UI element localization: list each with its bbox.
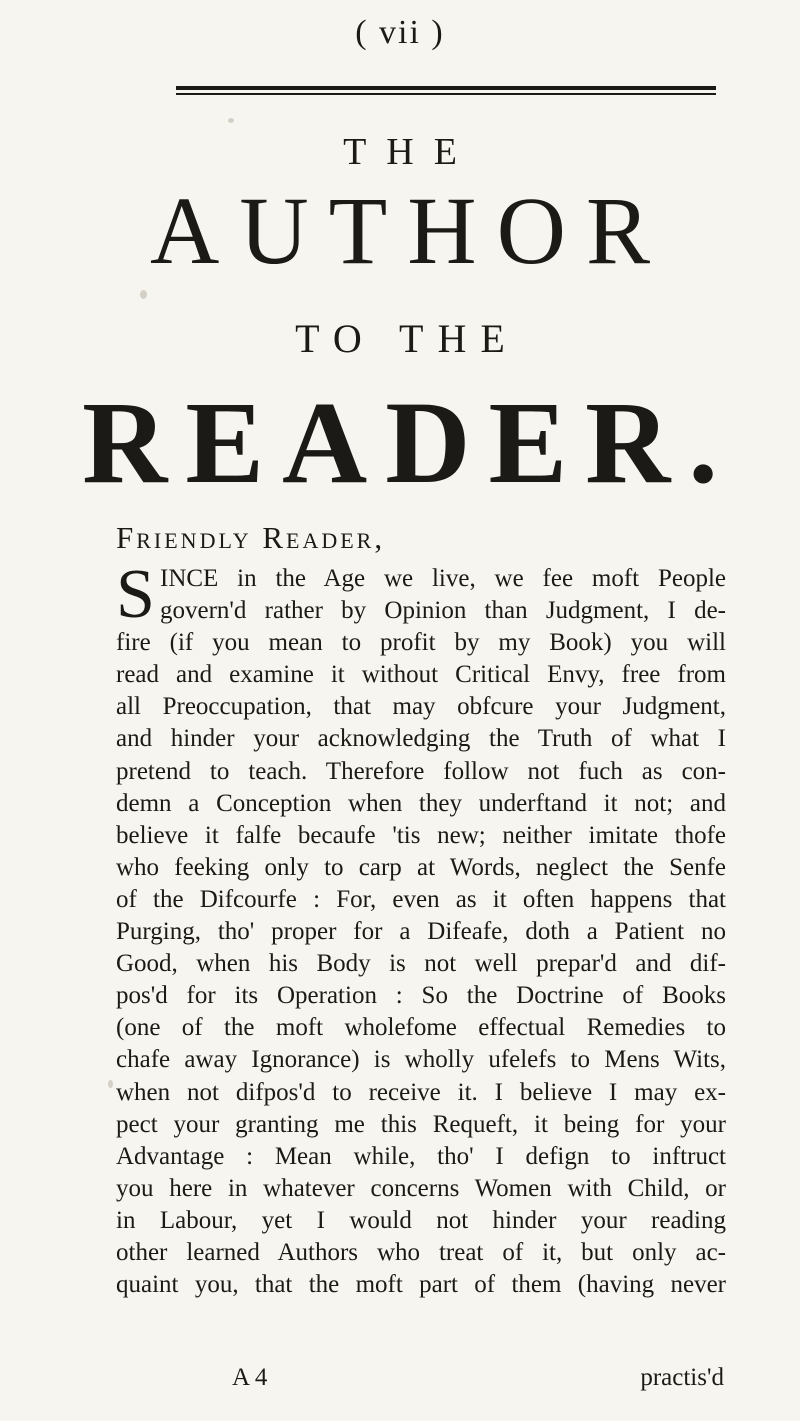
text-line: Purging, tho' proper for a Difeafe, doth a Patient no (116, 918, 726, 946)
text-line: other learned Authors who treat of it, but only ac- (116, 1238, 726, 1266)
text-line: you here in whatever concerns Women with Child, or (116, 1174, 726, 1202)
header-rule-thin (176, 93, 716, 95)
text-line: and hinder your acknowledging the Truth of what I (116, 725, 726, 753)
text-line: who feeking only to carp at Words, neglect the Senfe (116, 853, 726, 881)
text-line: quaint you, that the moft part of them (having never (116, 1271, 726, 1299)
text-line: all Preoccupation, that may obfcure your Judgment, (116, 693, 726, 721)
page-number: ( vii ) (355, 14, 445, 51)
text-line: Advantage : Mean while, tho' I defign to inftruct (116, 1142, 726, 1170)
text-line: INCE in the Age we live, we fee moft People (160, 565, 726, 592)
paper-spot (228, 118, 234, 123)
text-line: Good, when his Body is not well prepar'd and dif- (116, 950, 726, 978)
text-line: govern'd rather by Opinion than Judgment, I de- (160, 597, 726, 625)
title-line-author: AUTHOR (150, 177, 670, 284)
text-line: in Labour, yet I would not hinder your reading (116, 1206, 726, 1234)
title-line-reader: READER. (82, 377, 736, 508)
salutation: Friendly Reader, (116, 520, 386, 555)
signature-mark: A 4 (232, 1364, 268, 1391)
text-line: read and examine it without Critical Envy, free from (116, 661, 726, 689)
paper-spot (140, 290, 147, 299)
body-text (116, 563, 726, 1301)
text-line: believe it falfe becaufe 'tis new; neither imitate thofe (116, 821, 726, 849)
title-line-to-the: TO THE (295, 316, 519, 361)
text-line: demn a Conception when they underftand it not; and (116, 789, 726, 817)
drop-cap: S (116, 556, 155, 633)
text-line: pect your granting me this Requeft, it being for your (116, 1110, 726, 1138)
title-line-the: THE (343, 131, 477, 173)
text-line: chafe away Ignorance) is wholly ufelefs to Mens Wits, (116, 1046, 726, 1074)
paper-spot (108, 1080, 113, 1088)
header-rule-thick (176, 86, 716, 90)
text-line: fire (if you mean to profit by my Book) you will (116, 629, 726, 657)
text-line: when not difpos'd to receive it. I believe I may ex- (116, 1078, 726, 1106)
catchword: practis'd (640, 1364, 724, 1391)
text-line: (one of the moft wholefome effectual Remedies to (116, 1014, 726, 1042)
text-line: of the Difcourfe : For, even as it often happens that (116, 885, 726, 913)
text-line: pos'd for its Operation : So the Doctrine of Books (116, 982, 726, 1010)
text-line: pretend to teach. Therefore follow not fuch as con- (116, 757, 726, 785)
